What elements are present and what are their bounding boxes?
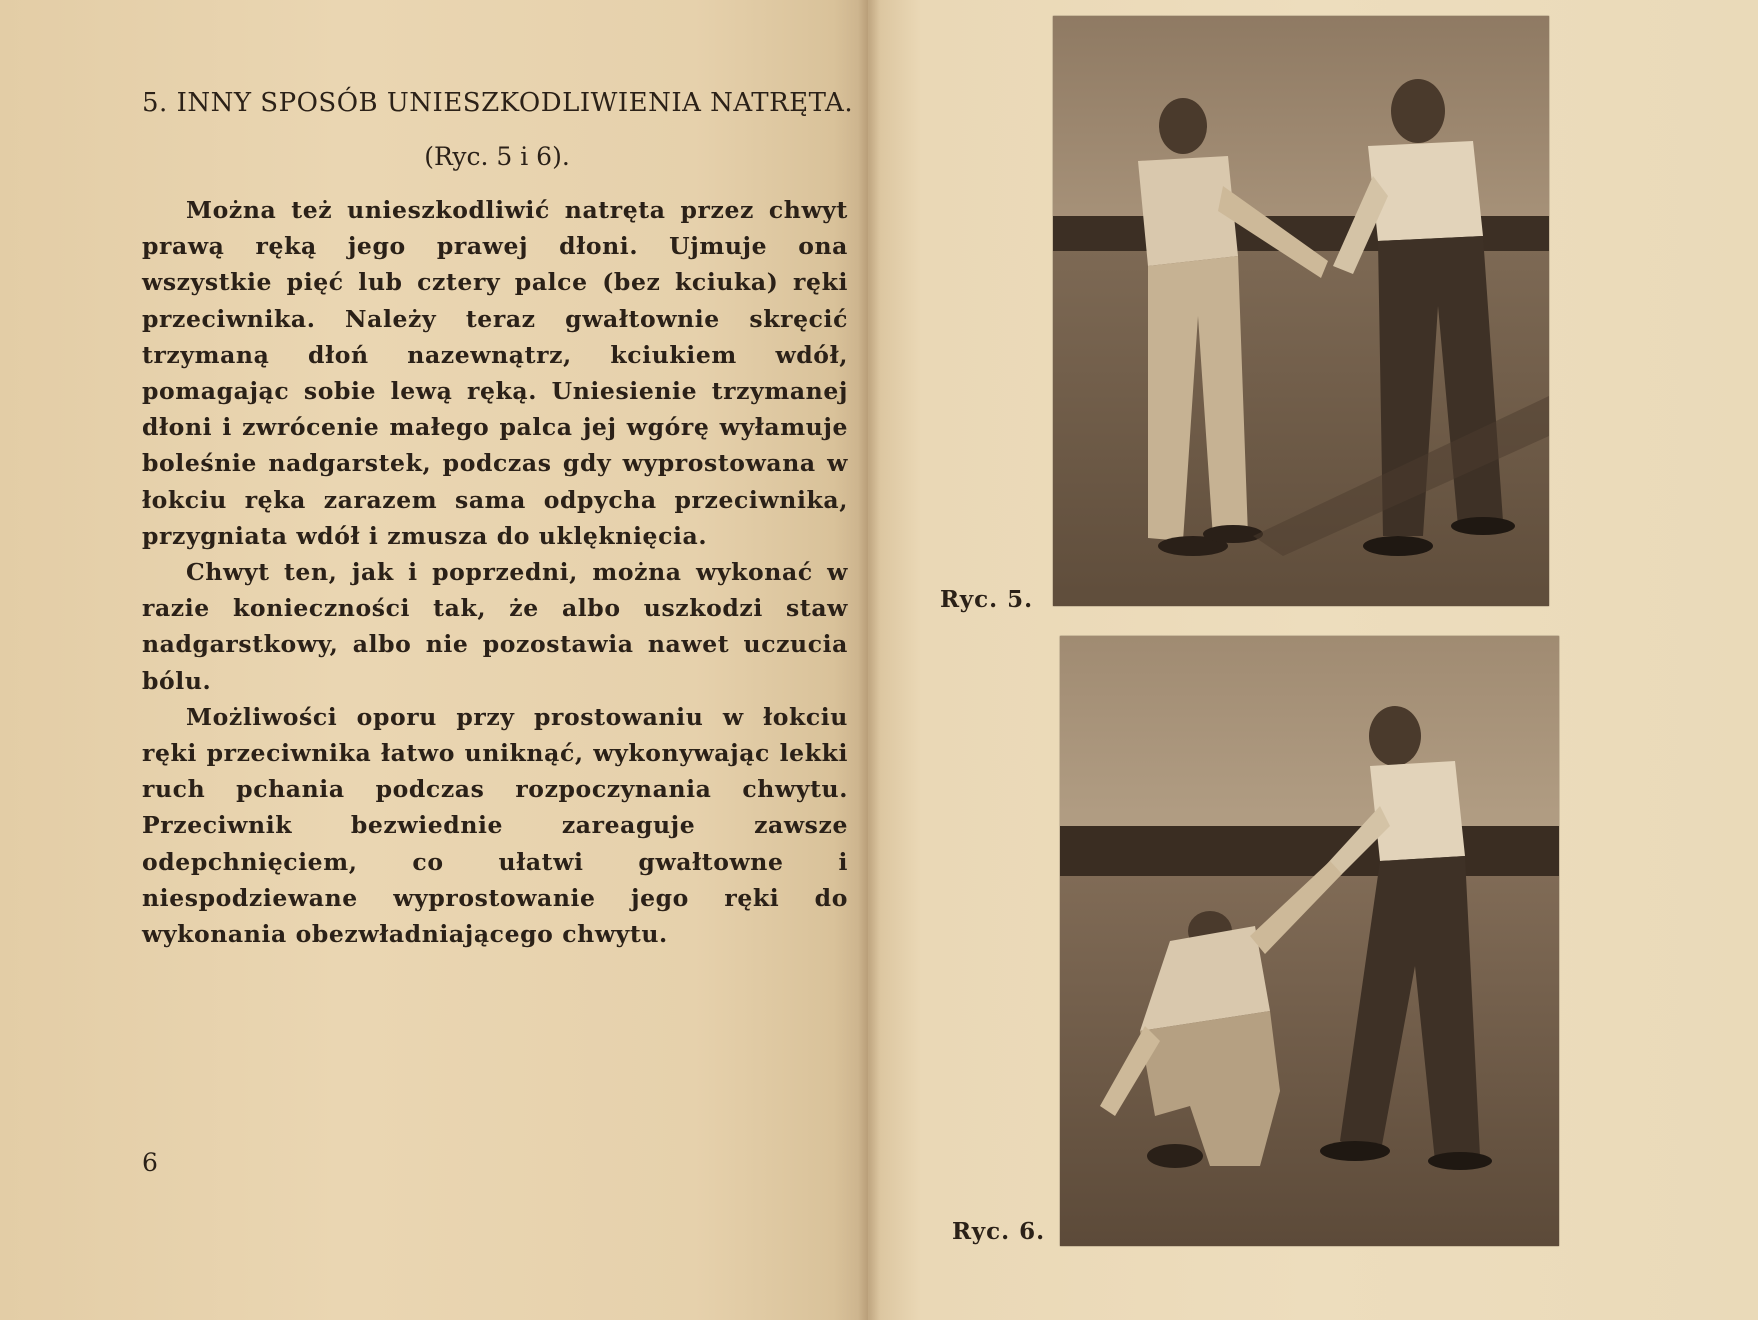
- page-number: 6: [142, 1148, 158, 1177]
- figure-6-caption: Ryc. 6.: [952, 1218, 1046, 1245]
- figure-5-caption: Ryc. 5.: [940, 586, 1034, 613]
- figure-5-photo: [1053, 16, 1549, 606]
- paragraph: Można też unieszkodliwić natręta przez chwyt prawą ręką jego prawej dłoni. Ujmuje ona wszystkie pięć lub cztery palce (bez kciuka) ręki przeciwnika. Należy teraz gwałtownie skręcić trzymaną dłoń nazewnątrz, kciukiem wdół, pomagając sobie lewą ręką. Uniesienie trzymanej dłoni i zwrócenie małego palca jej wgórę wyłamuje boleśnie nadgarstek, podczas gdy wyprostowana w łokciu ręka zarazem sama odpycha przeciwnika, przygniata wdół i zmusza do uklęknięcia.: [142, 196, 848, 550]
- left-page: [0, 0, 868, 1320]
- figure-reference: (Ryc. 5 i 6).: [424, 142, 570, 171]
- body-text: [142, 192, 848, 952]
- figure-6-photo: [1060, 636, 1559, 1246]
- section-heading: 5. INNY SPOSÓB UNIESZKODLIWIENIA NATRĘTA.: [142, 88, 854, 118]
- paragraph: Możliwości oporu przy prostowaniu w łokciu ręki przeciwnika łatwo uniknąć, wykonywając lekki ruch pchania podczas rozpoczynania chwytu. Przeciwnik bezwiednie zareaguje zawsze odepchnięciem, co ułatwi gwałtowne i niespodziewane wyprostowanie jego ręki do wykonania obezwładniającego chwytu.: [142, 702, 848, 949]
- book-gutter: [858, 0, 880, 1320]
- paragraph: Chwyt ten, jak i poprzedni, można wykonać w razie konieczności tak, że albo uszkodzi staw nadgarstkowy, albo nie pozostawia nawet uczucia bólu.: [142, 558, 848, 695]
